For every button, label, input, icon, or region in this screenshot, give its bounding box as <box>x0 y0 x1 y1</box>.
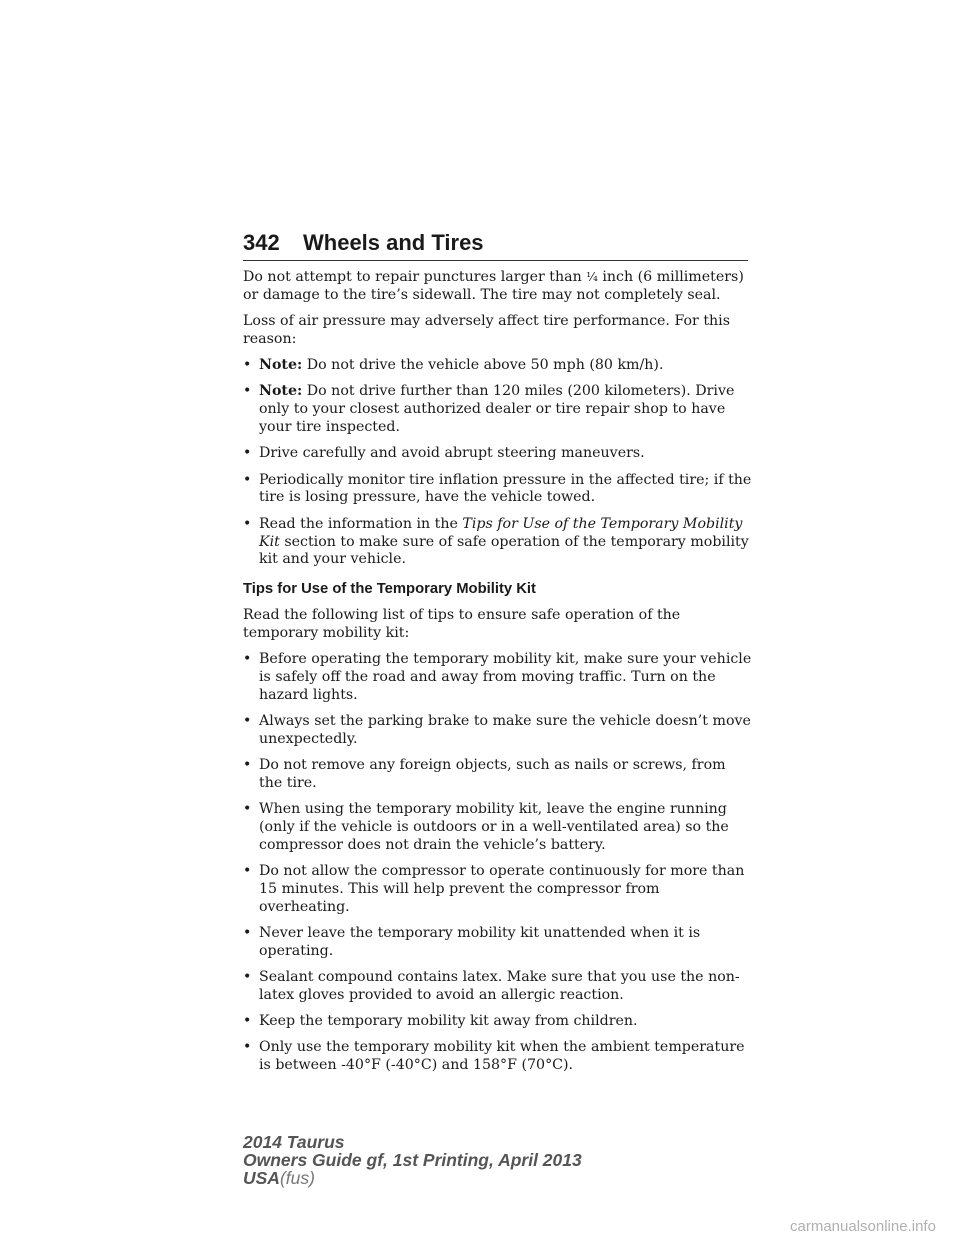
bullet-icon: • <box>243 712 252 729</box>
bullet-icon: • <box>243 924 252 941</box>
list-item: • Only use the temporary mobility kit when the ambient temperature is between -40°F (-40°C) and 158°F (70°C). <box>243 1039 745 1074</box>
note-label: Note: <box>259 357 303 374</box>
page-number: 342 <box>243 230 280 255</box>
bullet-icon: • <box>243 1013 252 1030</box>
bullet-icon: • <box>243 1039 252 1056</box>
bullet-icon: • <box>243 757 252 774</box>
list-item: • Keep the temporary mobility kit away from children. <box>243 1013 638 1030</box>
bullet-icon: • <box>243 801 252 818</box>
bullet-icon: • <box>243 651 252 668</box>
page-header <box>243 230 748 261</box>
list-item: • Periodically monitor tire inflation pressure in the affected tire; if the tire is losing pressure, have the vehicle towed. <box>243 471 752 506</box>
list-item: • Never leave the temporary mobility kit unattended when it is operating. <box>243 924 701 959</box>
footer-market: USA(fus) <box>243 1168 315 1188</box>
list-item: • Do not allow the compressor to operate continuously for more than 15 minutes. This will help prevent the compressor from overheating. <box>243 863 745 915</box>
list-item: • When using the temporary mobility kit, leave the engine running (only if the vehicle is outdoors or in a well-ventilated area) so the compressor does not drain the vehicle’s battery. <box>243 801 729 853</box>
list-item: • Before operating the temporary mobility kit, make sure your vehicle is safely off the road and away from moving traffic. Turn on the hazard lights. <box>243 651 752 703</box>
footer-edition: Owners Guide gf, 1st Printing, April 2013 <box>243 1150 582 1170</box>
bullet-icon: • <box>243 445 252 462</box>
list-item: • Sealant compound contains latex. Make sure that you use the non-latex gloves provided to avoid an allergic reaction. <box>243 969 740 1003</box>
section-heading: Tips for Use of the Temporary Mobility Kit <box>243 581 536 598</box>
bullet-icon: • <box>243 515 252 532</box>
bullet-icon: • <box>243 383 252 400</box>
fraction-quarter: ¹⁄₄ <box>586 270 598 284</box>
section-title: Wheels and Tires <box>303 230 484 255</box>
bullet-icon: • <box>243 863 252 880</box>
list-item: • Note: Do not drive further than 120 miles (200 kilometers). Drive only to your closest authorized dealer or tire repair shop to have your tire inspected. <box>243 383 735 436</box>
section-intro: Read the following list of tips to ensure safe operation of the temporary mobility kit: <box>243 606 681 641</box>
tips-list <box>243 651 753 1075</box>
list-item: • Drive carefully and avoid abrupt steering maneuvers. <box>243 445 645 462</box>
bullet-icon: • <box>243 471 252 488</box>
list-item: • Always set the parking brake to make sure the vehicle doesn’t move unexpectedly. <box>243 712 751 747</box>
document-footer <box>243 1133 582 1187</box>
list-item: • Do not remove any foreign objects, such as nails or screws, from the tire. <box>243 757 726 791</box>
bullet-icon: • <box>243 357 252 374</box>
list-item: • Read the information in the Tips for Use of the Temporary Mobility Kit section to make sure of safe operation of the temporary mobility kit and your vehicle. <box>243 515 749 568</box>
pressure-paragraph: Loss of air pressure may adversely affect tire performance. For this reason: <box>243 313 731 347</box>
intro-paragraph: Do not attempt to repair punctures larger than ¹⁄₄ inch (6 millimeters) or damage to the tire’s sidewall. The tire may not completely seal. <box>243 269 744 303</box>
watermark: carmanualsonline.info <box>790 1218 936 1235</box>
list-item: • Note: Do not drive the vehicle above 50 mph (80 km/h). <box>243 357 664 374</box>
footer-model: 2014 Taurus <box>243 1132 345 1152</box>
note-label: Note: <box>259 383 303 400</box>
page-body <box>243 269 753 1083</box>
precautions-list <box>243 357 753 569</box>
cross-reference: Tips for Use of the Temporary Mobility Kit <box>259 515 743 550</box>
bullet-icon: • <box>243 969 252 985</box>
